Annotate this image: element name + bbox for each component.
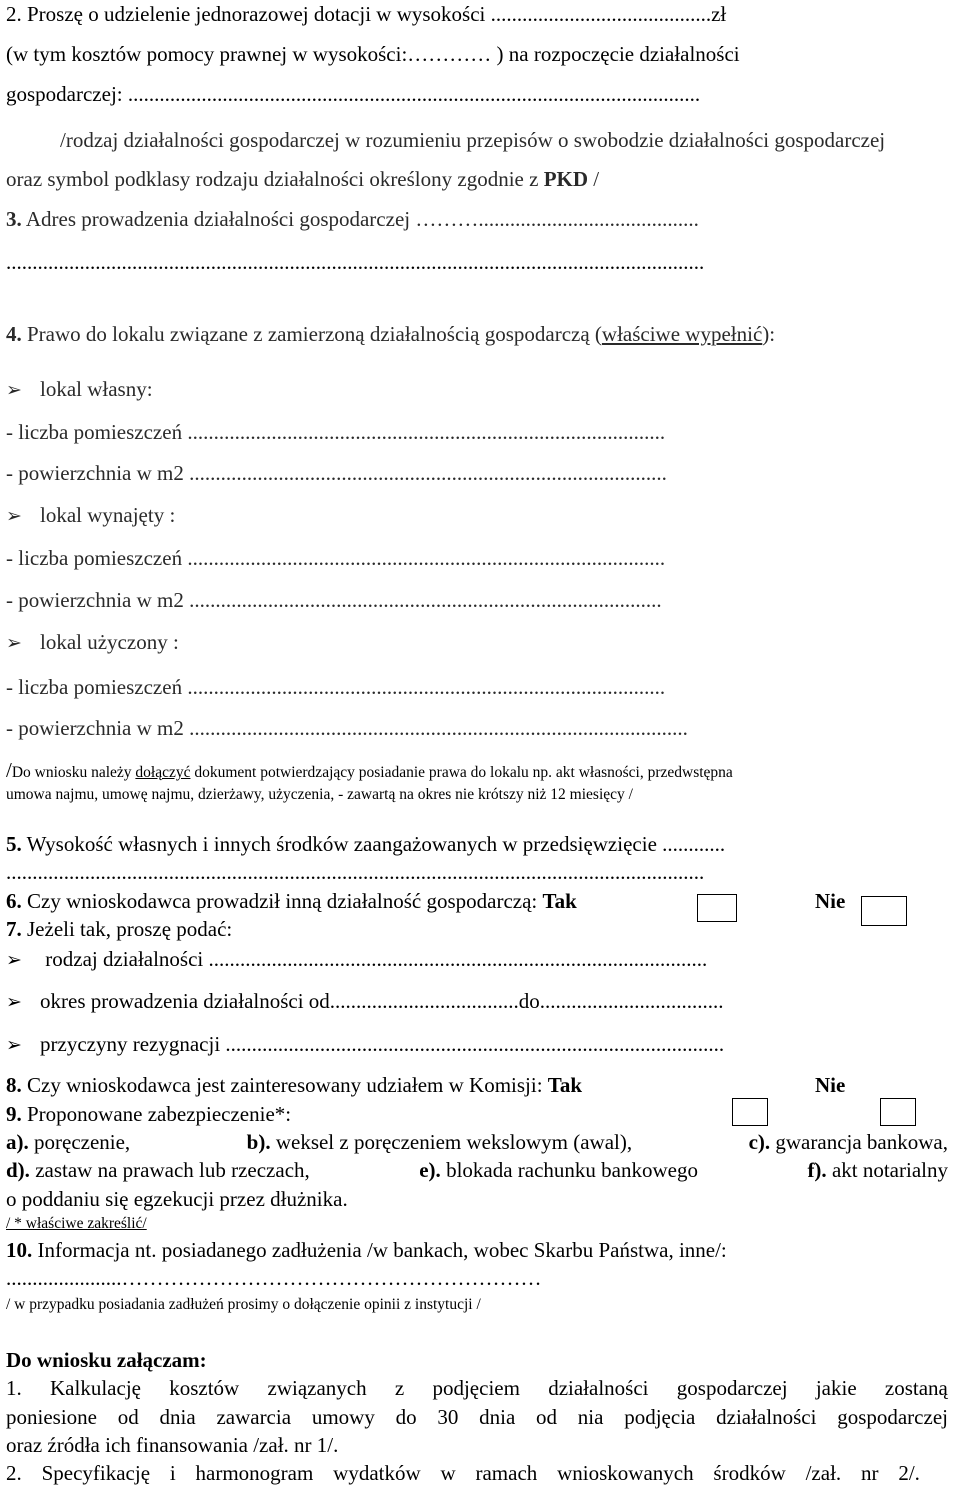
word: 2. [6, 1461, 22, 1485]
s6-yes-label: Tak [542, 889, 577, 913]
security-option: d). zastaw na prawach lub rzeczach, [6, 1158, 310, 1182]
word: od [117, 1405, 139, 1429]
word: podjęcia [624, 1405, 696, 1429]
security-option: e). blokada rachunku bankowego [419, 1158, 698, 1182]
word: gospodarczej [837, 1405, 948, 1429]
s4-note2: umowa najmu, umowę najmu, dzierżawy, użyczenia, - zawartą na okres nie krótszy niż 12 miesięcy / [6, 786, 633, 803]
s8-line: 8. Czy wnioskodawca jest zainteresowany udziałem w Komisji: Tak [6, 1073, 583, 1097]
word: kosztów [169, 1376, 240, 1400]
s4-heading: 4. Prawo do lokalu związane z zamierzoną działalnością gospodarczą (właściwe wypełnić): [6, 322, 776, 346]
pkd-label: PKD [543, 167, 589, 191]
word: działalności [548, 1376, 649, 1400]
word: do [395, 1405, 417, 1429]
security-option: b). weksel z poręczeniem wekslowym (awal), [246, 1130, 633, 1154]
s4-rented-area: - powierzchnia w m2 .......................................................................................... [6, 588, 662, 612]
s2-line4: /rodzaj działalności gospodarczej w rozumieniu przepisów o swobodzie działalności gospodarczej [60, 128, 886, 152]
word: Kalkulację [50, 1376, 141, 1400]
s10-note: / w przypadku posiadania zadłużeń prosimy o dołączenie opinii z instytucji / [6, 1296, 481, 1313]
s9-heading: 9. Proponowane zabezpieczenie*: [6, 1102, 292, 1126]
word: umowy [311, 1405, 375, 1429]
word: podjęciem [432, 1376, 520, 1400]
word: dnia [479, 1405, 516, 1429]
s7-heading: 7. Jeżeli tak, proszę podać: [6, 917, 233, 941]
word: Specyfikację [41, 1461, 151, 1485]
s8-yes-label: Tak [547, 1073, 583, 1097]
s10-heading: 10. Informacja nt. posiadanego zadłużenia /w bankach, wobec Skarbu Państwa, inne/: [6, 1238, 727, 1262]
security-option: f). akt notarialny [807, 1158, 948, 1182]
word: ramach [475, 1461, 538, 1485]
s3-cont: ..................................................................................................................................... [6, 250, 705, 274]
s4-lent: ➢ lokal użyczony : [6, 630, 179, 654]
attachment-1-line3: oraz źródła ich finansowania /zał. nr 1/. [6, 1433, 339, 1457]
word: 2/. [898, 1461, 920, 1485]
word: 30 [437, 1405, 459, 1429]
word: /zał. [805, 1461, 842, 1485]
security-option: c). gwarancja bankowa, [748, 1130, 948, 1154]
word: z [394, 1376, 405, 1400]
arrow-bullet-icon: ➢ [6, 992, 22, 1013]
arrow-bullet-icon: ➢ [6, 1035, 22, 1056]
s9-options-row2 [6, 1158, 948, 1183]
word: nia [577, 1405, 604, 1429]
s10-dots: ......................…………………………………………………… [6, 1266, 542, 1290]
s5-line: 5. Wysokość własnych i innych środków zaangażowanych w przedsięwzięcie ............ [6, 832, 726, 856]
word: wnioskowanych [557, 1461, 694, 1485]
word: wydatków [333, 1461, 421, 1485]
s9-row3: o poddaniu się egzekucji przez dłużnika. [6, 1187, 348, 1211]
word: środków [713, 1461, 786, 1485]
word: działalności [716, 1405, 817, 1429]
arrow-bullet-icon: ➢ [6, 633, 22, 654]
arrow-bullet-icon: ➢ [6, 380, 22, 401]
attachment-1-line2 [6, 1405, 948, 1430]
s3-line: 3. Adres prowadzenia działalności gospodarczej ……….......................................... [6, 207, 699, 231]
s7-kind: ➢ rodzaj działalności ............................................................................................... [6, 947, 708, 971]
arrow-bullet-icon: ➢ [6, 950, 22, 971]
s4-rented: ➢ lokal wynajęty : [6, 503, 176, 527]
s5-cont: ..................................................................................................................................... [6, 860, 705, 884]
s6-no-label: Nie [815, 889, 846, 913]
s2-line1: 2. Proszę o udzielenie jednorazowej dotacji w wysokości ..........................................zł [6, 2, 727, 26]
word: zostaną [884, 1376, 948, 1400]
word: nr [860, 1461, 879, 1485]
s2-line5: oraz symbol podklasy rodzaju działalności określony zgodnie z PKD / [6, 167, 600, 191]
s4-own-area: - powierzchnia w m2 ........................................................................................... [6, 461, 667, 485]
s6-line: 6. Czy wnioskodawca prowadził inną działalność gospodarczą: Tak [6, 889, 577, 913]
word: dnia [159, 1405, 196, 1429]
word: związanych [267, 1376, 367, 1400]
word: jakie [815, 1376, 857, 1400]
word: zawarcia [216, 1405, 292, 1429]
attachment-1-line1 [6, 1376, 948, 1401]
s4-lent-rooms: - liczba pomieszczeń ........................................................................................... [6, 675, 666, 699]
s4-own-rooms: - liczba pomieszczeń ........................................................................................... [6, 420, 666, 444]
security-option: a). poręczenie, [6, 1130, 131, 1154]
s4-own: ➢ lokal własny: [6, 377, 153, 401]
s2-line2: (w tym kosztów pomocy prawnej w wysokości:………… ) na rozpoczęcie działalności [6, 42, 740, 66]
s4-rented-rooms: - liczba pomieszczeń ........................................................................................... [6, 546, 666, 570]
s4-lent-area: - powierzchnia w m2 ............................................................................................... [6, 716, 688, 740]
word: gospodarczej [676, 1376, 788, 1400]
s9-options-row1 [6, 1130, 948, 1155]
word: poniesione [6, 1405, 97, 1429]
attachment-2 [6, 1461, 920, 1486]
s7-reasons: ➢ przyczyny rezygnacji ............................................................................................... [6, 1032, 725, 1056]
word: od [536, 1405, 558, 1429]
s8-no-label: Nie [815, 1073, 846, 1097]
word: w [440, 1461, 456, 1485]
attachments-heading: Do wniosku załączam: [6, 1348, 207, 1372]
arrow-bullet-icon: ➢ [6, 506, 22, 527]
s7-period: ➢ okres prowadzenia działalności od....................................do................................... [6, 989, 724, 1013]
word: 1. [6, 1376, 22, 1400]
word: harmonogram [195, 1461, 314, 1485]
s2-line3: gospodarczej: ............................................................................................................. [6, 82, 701, 106]
s4-note1: /Do wniosku należy dołączyć dokument potwierdzający posiadanie prawa do lokalu np. akt własności, przedwstępna [6, 758, 733, 782]
s9-footnote: / * właściwe zakreślić/ [6, 1215, 147, 1232]
word: i [169, 1461, 176, 1485]
